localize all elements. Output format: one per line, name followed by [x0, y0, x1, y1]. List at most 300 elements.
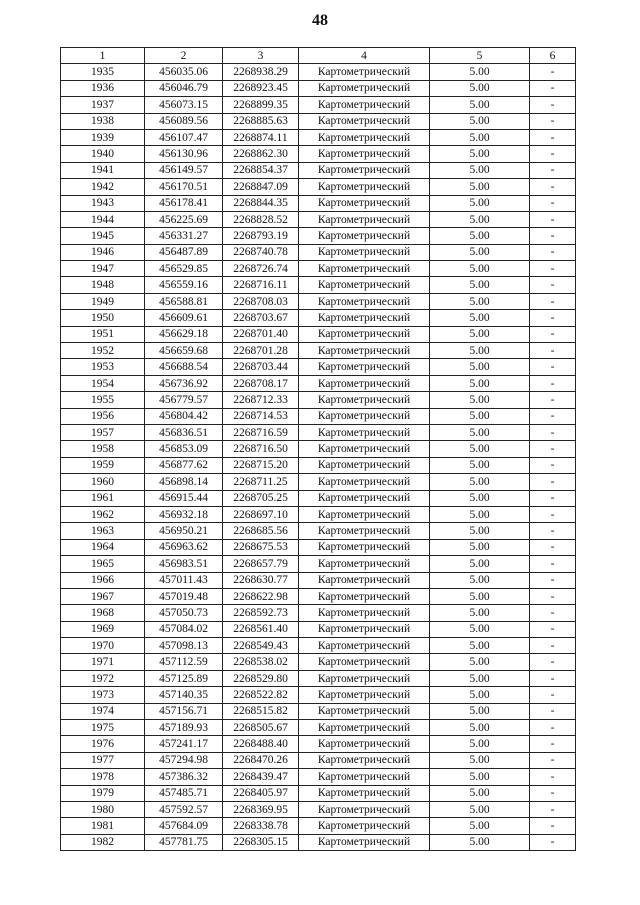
point-number-cell: 1947 [61, 261, 145, 277]
accuracy-cell: 5.00 [430, 605, 530, 621]
table-header-row [61, 48, 576, 64]
note-cell: - [530, 605, 576, 621]
point-number-cell: 1975 [61, 720, 145, 736]
table-row [61, 343, 576, 359]
y-coordinate-cell: 2268885.63 [223, 113, 299, 129]
point-number-cell: 1960 [61, 474, 145, 490]
note-cell: - [530, 375, 576, 391]
point-number-cell: 1967 [61, 588, 145, 604]
x-coordinate-cell: 456836.51 [145, 424, 223, 440]
accuracy-cell: 5.00 [430, 752, 530, 768]
method-cell: Картометрический [299, 834, 430, 850]
x-coordinate-cell: 456035.06 [145, 64, 223, 80]
point-number-cell: 1944 [61, 211, 145, 227]
table-row [61, 818, 576, 834]
method-cell: Картометрический [299, 687, 430, 703]
table-row [61, 162, 576, 178]
accuracy-cell: 5.00 [430, 654, 530, 670]
y-coordinate-cell: 2268561.40 [223, 621, 299, 637]
note-cell: - [530, 277, 576, 293]
y-coordinate-cell: 2268470.26 [223, 752, 299, 768]
accuracy-cell: 5.00 [430, 457, 530, 473]
accuracy-cell: 5.00 [430, 179, 530, 195]
table-row [61, 638, 576, 654]
column-header: 2 [145, 48, 223, 64]
note-cell: - [530, 162, 576, 178]
note-cell: - [530, 687, 576, 703]
y-coordinate-cell: 2268712.33 [223, 392, 299, 408]
accuracy-cell: 5.00 [430, 638, 530, 654]
x-coordinate-cell: 456963.62 [145, 539, 223, 555]
y-coordinate-cell: 2268701.40 [223, 326, 299, 342]
x-coordinate-cell: 456629.18 [145, 326, 223, 342]
note-cell: - [530, 654, 576, 670]
point-number-cell: 1950 [61, 310, 145, 326]
note-cell: - [530, 720, 576, 736]
y-coordinate-cell: 2268923.45 [223, 80, 299, 96]
point-number-cell: 1973 [61, 687, 145, 703]
y-coordinate-cell: 2268488.40 [223, 736, 299, 752]
point-number-cell: 1976 [61, 736, 145, 752]
method-cell: Картометрический [299, 752, 430, 768]
y-coordinate-cell: 2268938.29 [223, 64, 299, 80]
note-cell: - [530, 670, 576, 686]
accuracy-cell: 5.00 [430, 474, 530, 490]
x-coordinate-cell: 456178.41 [145, 195, 223, 211]
method-cell: Картометрический [299, 113, 430, 129]
table-row [61, 80, 576, 96]
note-cell: - [530, 228, 576, 244]
x-coordinate-cell: 457098.13 [145, 638, 223, 654]
page-number: 48 [312, 12, 328, 29]
point-number-cell: 1957 [61, 424, 145, 440]
table-row [61, 572, 576, 588]
y-coordinate-cell: 2268592.73 [223, 605, 299, 621]
coordinates-table [60, 47, 576, 851]
table-row [61, 293, 576, 309]
y-coordinate-cell: 2268874.11 [223, 129, 299, 145]
point-number-cell: 1941 [61, 162, 145, 178]
note-cell: - [530, 244, 576, 260]
y-coordinate-cell: 2268305.15 [223, 834, 299, 850]
y-coordinate-cell: 2268793.19 [223, 228, 299, 244]
method-cell: Картометрический [299, 261, 430, 277]
point-number-cell: 1952 [61, 343, 145, 359]
method-cell: Картометрический [299, 769, 430, 785]
note-cell: - [530, 621, 576, 637]
method-cell: Картометрический [299, 621, 430, 637]
point-number-cell: 1980 [61, 801, 145, 817]
point-number-cell: 1971 [61, 654, 145, 670]
accuracy-cell: 5.00 [430, 97, 530, 113]
accuracy-cell: 5.00 [430, 703, 530, 719]
table-row [61, 752, 576, 768]
note-cell: - [530, 424, 576, 440]
note-cell: - [530, 457, 576, 473]
y-coordinate-cell: 2268711.25 [223, 474, 299, 490]
y-coordinate-cell: 2268697.10 [223, 506, 299, 522]
note-cell: - [530, 588, 576, 604]
table-row [61, 703, 576, 719]
note-cell: - [530, 408, 576, 424]
method-cell: Картометрический [299, 80, 430, 96]
y-coordinate-cell: 2268714.53 [223, 408, 299, 424]
method-cell: Картометрический [299, 556, 430, 572]
note-cell: - [530, 818, 576, 834]
table-row [61, 490, 576, 506]
accuracy-cell: 5.00 [430, 326, 530, 342]
y-coordinate-cell: 2268675.53 [223, 539, 299, 555]
accuracy-cell: 5.00 [430, 129, 530, 145]
table-row [61, 801, 576, 817]
table-row [61, 523, 576, 539]
y-coordinate-cell: 2268740.78 [223, 244, 299, 260]
table-row [61, 129, 576, 145]
x-coordinate-cell: 457125.89 [145, 670, 223, 686]
table-row [61, 195, 576, 211]
note-cell: - [530, 572, 576, 588]
accuracy-cell: 5.00 [430, 64, 530, 80]
method-cell: Картометрический [299, 343, 430, 359]
accuracy-cell: 5.00 [430, 392, 530, 408]
table-body [61, 64, 576, 851]
method-cell: Картометрический [299, 605, 430, 621]
table-row [61, 277, 576, 293]
table-row [61, 605, 576, 621]
x-coordinate-cell: 456609.61 [145, 310, 223, 326]
accuracy-cell: 5.00 [430, 670, 530, 686]
x-coordinate-cell: 456898.14 [145, 474, 223, 490]
note-cell: - [530, 506, 576, 522]
accuracy-cell: 5.00 [430, 441, 530, 457]
y-coordinate-cell: 2268630.77 [223, 572, 299, 588]
point-number-cell: 1977 [61, 752, 145, 768]
accuracy-cell: 5.00 [430, 539, 530, 555]
accuracy-cell: 5.00 [430, 228, 530, 244]
accuracy-cell: 5.00 [430, 310, 530, 326]
accuracy-cell: 5.00 [430, 162, 530, 178]
accuracy-cell: 5.00 [430, 818, 530, 834]
x-coordinate-cell: 456779.57 [145, 392, 223, 408]
x-coordinate-cell: 457140.35 [145, 687, 223, 703]
point-number-cell: 1956 [61, 408, 145, 424]
point-number-cell: 1935 [61, 64, 145, 80]
y-coordinate-cell: 2268338.78 [223, 818, 299, 834]
method-cell: Картометрический [299, 638, 430, 654]
column-header: 6 [530, 48, 576, 64]
table-row [61, 474, 576, 490]
accuracy-cell: 5.00 [430, 769, 530, 785]
accuracy-cell: 5.00 [430, 80, 530, 96]
y-coordinate-cell: 2268405.97 [223, 785, 299, 801]
x-coordinate-cell: 457112.59 [145, 654, 223, 670]
table-row [61, 654, 576, 670]
accuracy-cell: 5.00 [430, 523, 530, 539]
point-number-cell: 1955 [61, 392, 145, 408]
note-cell: - [530, 474, 576, 490]
x-coordinate-cell: 456107.47 [145, 129, 223, 145]
table-row [61, 441, 576, 457]
method-cell: Картометрический [299, 490, 430, 506]
note-cell: - [530, 703, 576, 719]
accuracy-cell: 5.00 [430, 621, 530, 637]
point-number-cell: 1962 [61, 506, 145, 522]
point-number-cell: 1943 [61, 195, 145, 211]
method-cell: Картометрический [299, 244, 430, 260]
table-row [61, 556, 576, 572]
y-coordinate-cell: 2268549.43 [223, 638, 299, 654]
y-coordinate-cell: 2268726.74 [223, 261, 299, 277]
x-coordinate-cell: 456877.62 [145, 457, 223, 473]
point-number-cell: 1979 [61, 785, 145, 801]
y-coordinate-cell: 2268529.80 [223, 670, 299, 686]
method-cell: Картометрический [299, 228, 430, 244]
accuracy-cell: 5.00 [430, 720, 530, 736]
note-cell: - [530, 752, 576, 768]
accuracy-cell: 5.00 [430, 424, 530, 440]
point-number-cell: 1951 [61, 326, 145, 342]
y-coordinate-cell: 2268715.20 [223, 457, 299, 473]
x-coordinate-cell: 456950.21 [145, 523, 223, 539]
accuracy-cell: 5.00 [430, 146, 530, 162]
accuracy-cell: 5.00 [430, 834, 530, 850]
note-cell: - [530, 769, 576, 785]
table-row [61, 621, 576, 637]
method-cell: Картометрический [299, 310, 430, 326]
x-coordinate-cell: 456932.18 [145, 506, 223, 522]
table-row [61, 326, 576, 342]
table-row [61, 539, 576, 555]
method-cell: Картометрический [299, 326, 430, 342]
point-number-cell: 1954 [61, 375, 145, 391]
point-number-cell: 1958 [61, 441, 145, 457]
x-coordinate-cell: 456559.16 [145, 277, 223, 293]
table-row [61, 785, 576, 801]
point-number-cell: 1978 [61, 769, 145, 785]
method-cell: Картометрический [299, 162, 430, 178]
x-coordinate-cell: 457156.71 [145, 703, 223, 719]
column-header: 5 [430, 48, 530, 64]
method-cell: Картометрический [299, 146, 430, 162]
note-cell: - [530, 179, 576, 195]
x-coordinate-cell: 456170.51 [145, 179, 223, 195]
y-coordinate-cell: 2268657.79 [223, 556, 299, 572]
accuracy-cell: 5.00 [430, 572, 530, 588]
method-cell: Картометрический [299, 375, 430, 391]
note-cell: - [530, 97, 576, 113]
method-cell: Картометрический [299, 670, 430, 686]
point-number-cell: 1937 [61, 97, 145, 113]
x-coordinate-cell: 456149.57 [145, 162, 223, 178]
method-cell: Картометрический [299, 195, 430, 211]
point-number-cell: 1940 [61, 146, 145, 162]
table-row [61, 97, 576, 113]
point-number-cell: 1961 [61, 490, 145, 506]
accuracy-cell: 5.00 [430, 801, 530, 817]
note-cell: - [530, 195, 576, 211]
method-cell: Картометрический [299, 818, 430, 834]
method-cell: Картометрический [299, 785, 430, 801]
column-header: 3 [223, 48, 299, 64]
y-coordinate-cell: 2268844.35 [223, 195, 299, 211]
table-row [61, 359, 576, 375]
y-coordinate-cell: 2268369.95 [223, 801, 299, 817]
method-cell: Картометрический [299, 179, 430, 195]
table-row [61, 261, 576, 277]
method-cell: Картометрический [299, 572, 430, 588]
x-coordinate-cell: 456529.85 [145, 261, 223, 277]
point-number-cell: 1942 [61, 179, 145, 195]
method-cell: Картометрический [299, 654, 430, 670]
point-number-cell: 1972 [61, 670, 145, 686]
y-coordinate-cell: 2268439.47 [223, 769, 299, 785]
point-number-cell: 1938 [61, 113, 145, 129]
x-coordinate-cell: 456853.09 [145, 441, 223, 457]
x-coordinate-cell: 457011.43 [145, 572, 223, 588]
method-cell: Картометрический [299, 97, 430, 113]
table-row [61, 670, 576, 686]
y-coordinate-cell: 2268708.03 [223, 293, 299, 309]
x-coordinate-cell: 457386.32 [145, 769, 223, 785]
method-cell: Картометрический [299, 64, 430, 80]
table-row [61, 146, 576, 162]
y-coordinate-cell: 2268703.67 [223, 310, 299, 326]
y-coordinate-cell: 2268716.11 [223, 277, 299, 293]
point-number-cell: 1945 [61, 228, 145, 244]
accuracy-cell: 5.00 [430, 293, 530, 309]
note-cell: - [530, 834, 576, 850]
note-cell: - [530, 801, 576, 817]
method-cell: Картометрический [299, 408, 430, 424]
y-coordinate-cell: 2268899.35 [223, 97, 299, 113]
table-row [61, 179, 576, 195]
x-coordinate-cell: 456588.81 [145, 293, 223, 309]
y-coordinate-cell: 2268828.52 [223, 211, 299, 227]
accuracy-cell: 5.00 [430, 785, 530, 801]
point-number-cell: 1964 [61, 539, 145, 555]
accuracy-cell: 5.00 [430, 113, 530, 129]
x-coordinate-cell: 457084.02 [145, 621, 223, 637]
note-cell: - [530, 326, 576, 342]
method-cell: Картометрический [299, 703, 430, 719]
table-row [61, 310, 576, 326]
point-number-cell: 1959 [61, 457, 145, 473]
table-row [61, 64, 576, 80]
method-cell: Картометрический [299, 359, 430, 375]
x-coordinate-cell: 457241.17 [145, 736, 223, 752]
note-cell: - [530, 490, 576, 506]
note-cell: - [530, 310, 576, 326]
accuracy-cell: 5.00 [430, 359, 530, 375]
table-row [61, 424, 576, 440]
point-number-cell: 1969 [61, 621, 145, 637]
point-number-cell: 1939 [61, 129, 145, 145]
x-coordinate-cell: 457592.57 [145, 801, 223, 817]
accuracy-cell: 5.00 [430, 261, 530, 277]
method-cell: Картометрический [299, 392, 430, 408]
note-cell: - [530, 113, 576, 129]
point-number-cell: 1968 [61, 605, 145, 621]
point-number-cell: 1948 [61, 277, 145, 293]
y-coordinate-cell: 2268854.37 [223, 162, 299, 178]
accuracy-cell: 5.00 [430, 408, 530, 424]
method-cell: Картометрический [299, 293, 430, 309]
point-number-cell: 1949 [61, 293, 145, 309]
x-coordinate-cell: 457781.75 [145, 834, 223, 850]
table-row [61, 375, 576, 391]
accuracy-cell: 5.00 [430, 211, 530, 227]
note-cell: - [530, 441, 576, 457]
table-row [61, 736, 576, 752]
point-number-cell: 1981 [61, 818, 145, 834]
point-number-cell: 1963 [61, 523, 145, 539]
y-coordinate-cell: 2268685.56 [223, 523, 299, 539]
table-row [61, 769, 576, 785]
method-cell: Картометрический [299, 277, 430, 293]
method-cell: Картометрический [299, 211, 430, 227]
point-number-cell: 1974 [61, 703, 145, 719]
method-cell: Картометрический [299, 539, 430, 555]
table-row [61, 244, 576, 260]
note-cell: - [530, 146, 576, 162]
note-cell: - [530, 80, 576, 96]
note-cell: - [530, 785, 576, 801]
method-cell: Картометрический [299, 720, 430, 736]
y-coordinate-cell: 2268703.44 [223, 359, 299, 375]
y-coordinate-cell: 2268847.09 [223, 179, 299, 195]
note-cell: - [530, 539, 576, 555]
x-coordinate-cell: 457684.09 [145, 818, 223, 834]
note-cell: - [530, 359, 576, 375]
method-cell: Картометрический [299, 424, 430, 440]
note-cell: - [530, 638, 576, 654]
method-cell: Картометрический [299, 801, 430, 817]
note-cell: - [530, 261, 576, 277]
y-coordinate-cell: 2268716.50 [223, 441, 299, 457]
x-coordinate-cell: 456804.42 [145, 408, 223, 424]
method-cell: Картометрический [299, 588, 430, 604]
accuracy-cell: 5.00 [430, 375, 530, 391]
y-coordinate-cell: 2268522.82 [223, 687, 299, 703]
note-cell: - [530, 293, 576, 309]
x-coordinate-cell: 456688.54 [145, 359, 223, 375]
table-row [61, 588, 576, 604]
table-row [61, 211, 576, 227]
method-cell: Картометрический [299, 129, 430, 145]
x-coordinate-cell: 456659.68 [145, 343, 223, 359]
column-header: 4 [299, 48, 430, 64]
accuracy-cell: 5.00 [430, 588, 530, 604]
accuracy-cell: 5.00 [430, 343, 530, 359]
y-coordinate-cell: 2268716.59 [223, 424, 299, 440]
accuracy-cell: 5.00 [430, 556, 530, 572]
point-number-cell: 1936 [61, 80, 145, 96]
x-coordinate-cell: 457189.93 [145, 720, 223, 736]
table-row [61, 687, 576, 703]
x-coordinate-cell: 456089.56 [145, 113, 223, 129]
accuracy-cell: 5.00 [430, 687, 530, 703]
y-coordinate-cell: 2268862.30 [223, 146, 299, 162]
point-number-cell: 1970 [61, 638, 145, 654]
table-row [61, 408, 576, 424]
note-cell: - [530, 343, 576, 359]
accuracy-cell: 5.00 [430, 277, 530, 293]
accuracy-cell: 5.00 [430, 736, 530, 752]
x-coordinate-cell: 457294.98 [145, 752, 223, 768]
x-coordinate-cell: 457019.48 [145, 588, 223, 604]
method-cell: Картометрический [299, 736, 430, 752]
accuracy-cell: 5.00 [430, 490, 530, 506]
